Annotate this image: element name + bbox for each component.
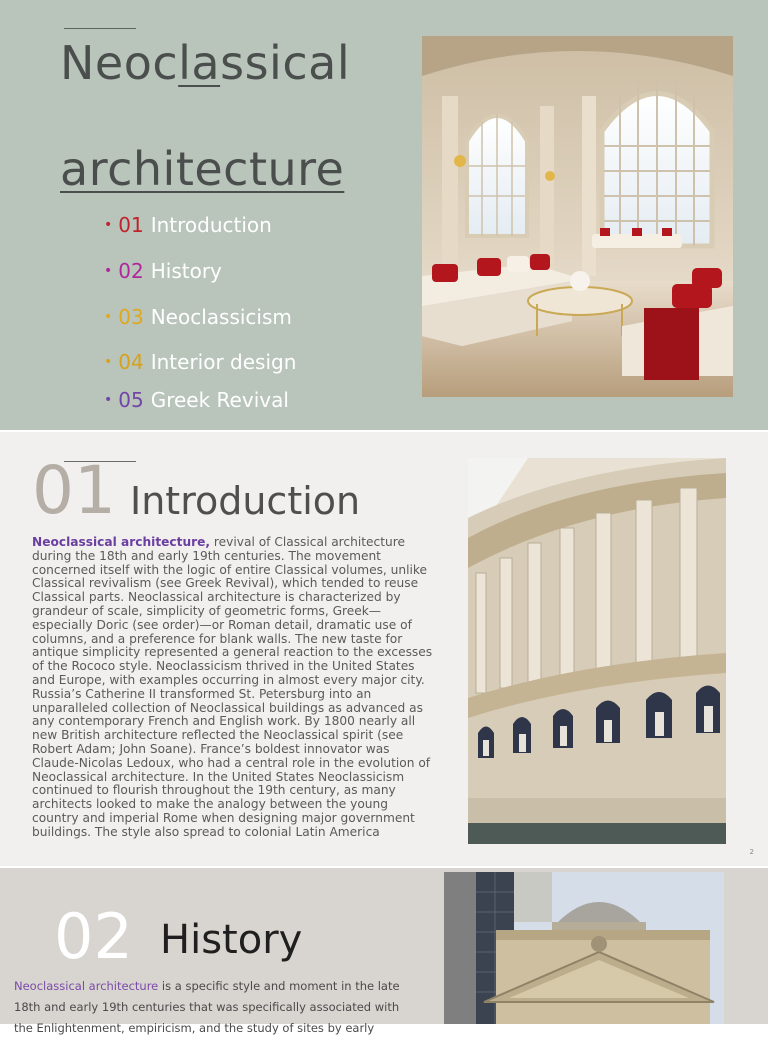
section-number: 02 [54,900,133,973]
slide-title-line-1 [60,36,351,90]
body-lead: Neoclassical architecture, [32,535,211,549]
body-lead: Neoclassical architecture [14,979,159,993]
title-part: Neoc [60,36,179,90]
decorative-line [64,28,136,29]
interior-photo-icon [422,36,733,397]
agenda-number: 03 [118,305,144,329]
agenda-number: 04 [118,350,144,374]
slide-3 [0,868,768,1035]
agenda-label: Interior design [150,350,297,374]
title-part: ssical [220,36,351,90]
agenda-item-neoclassicism [104,307,292,327]
dome-building-photo-icon [444,872,724,1024]
dome-building-photo [444,872,724,1024]
section-heading: Introduction [130,479,361,523]
agenda-item-introduction [104,215,272,235]
agenda-label: Greek Revival [150,388,289,412]
bullet-icon: • [104,392,113,408]
bullet-icon: • [104,217,113,233]
title-underlined-part: la [178,36,221,90]
slide-1 [0,0,768,430]
section-body [14,976,414,1039]
section-heading: History [160,917,303,963]
page-number: 2 [749,848,754,856]
agenda-label: Neoclassicism [150,305,292,329]
body-text: is a specific style and moment in the late 18th and early 19th centuries that was specifically associated with the Enlightenment, empiricism, and the study of sites by early [14,979,400,1035]
agenda-number: 05 [118,388,144,412]
colonnade-photo [468,458,726,844]
agenda-item-greek-revival [104,390,289,410]
bullet-icon: • [104,263,113,279]
agenda-item-history [104,261,222,281]
colonnade-photo-icon [468,458,726,844]
agenda-number: 01 [118,213,144,237]
section-number: 01 [32,452,116,529]
agenda-number: 02 [118,259,144,283]
section-body [32,536,438,840]
agenda-label: Introduction [150,213,272,237]
agenda-label: History [150,259,222,283]
body-text: revival of Classical architecture during the 18th and early 19th centuries. The movement concerned itself with the logic of entire Classical volumes, unlike Classical revivalism (see Greek Revival), which tended to reuse Classical parts. Neoclassical architecture is characterized by grandeur of scale, simplicity of geometric forms, Greek—especially Doric (see order)—or Roman detail, dramatic use of columns, and a preference for blank walls. The new taste for antique simplicity represented a general reaction to the excesses of the Rococo style. Neoclassicism thrived in the United States and Europe, with examples occurring in almost every major city. Russia’s Catherine II transformed St. Petersburg into an unparalleled collection of Neoclassical buildings as advanced as any contemporary French and English work. By 1800 nearly all new British architecture reflected the Neoclassical spirit (see Robert Adam; John Soane). France’s boldest innovator was Claude-Nicolas Ledoux, who had a central role in the evolution of Neoclassical architecture. In the United States Neoclassicism continued to flourish throughout the 19th century, as many architects looked to make the analogy between the young country and imperial Rome when designing major government buildings. The style also spread to colonial Latin America [32,535,433,839]
bullet-icon: • [104,309,113,325]
bullet-icon: • [104,354,113,370]
agenda-item-interior-design [104,352,296,372]
slide-title-line-2: architecture [60,142,345,196]
interior-photo [422,36,733,397]
slide-2 [0,432,768,866]
